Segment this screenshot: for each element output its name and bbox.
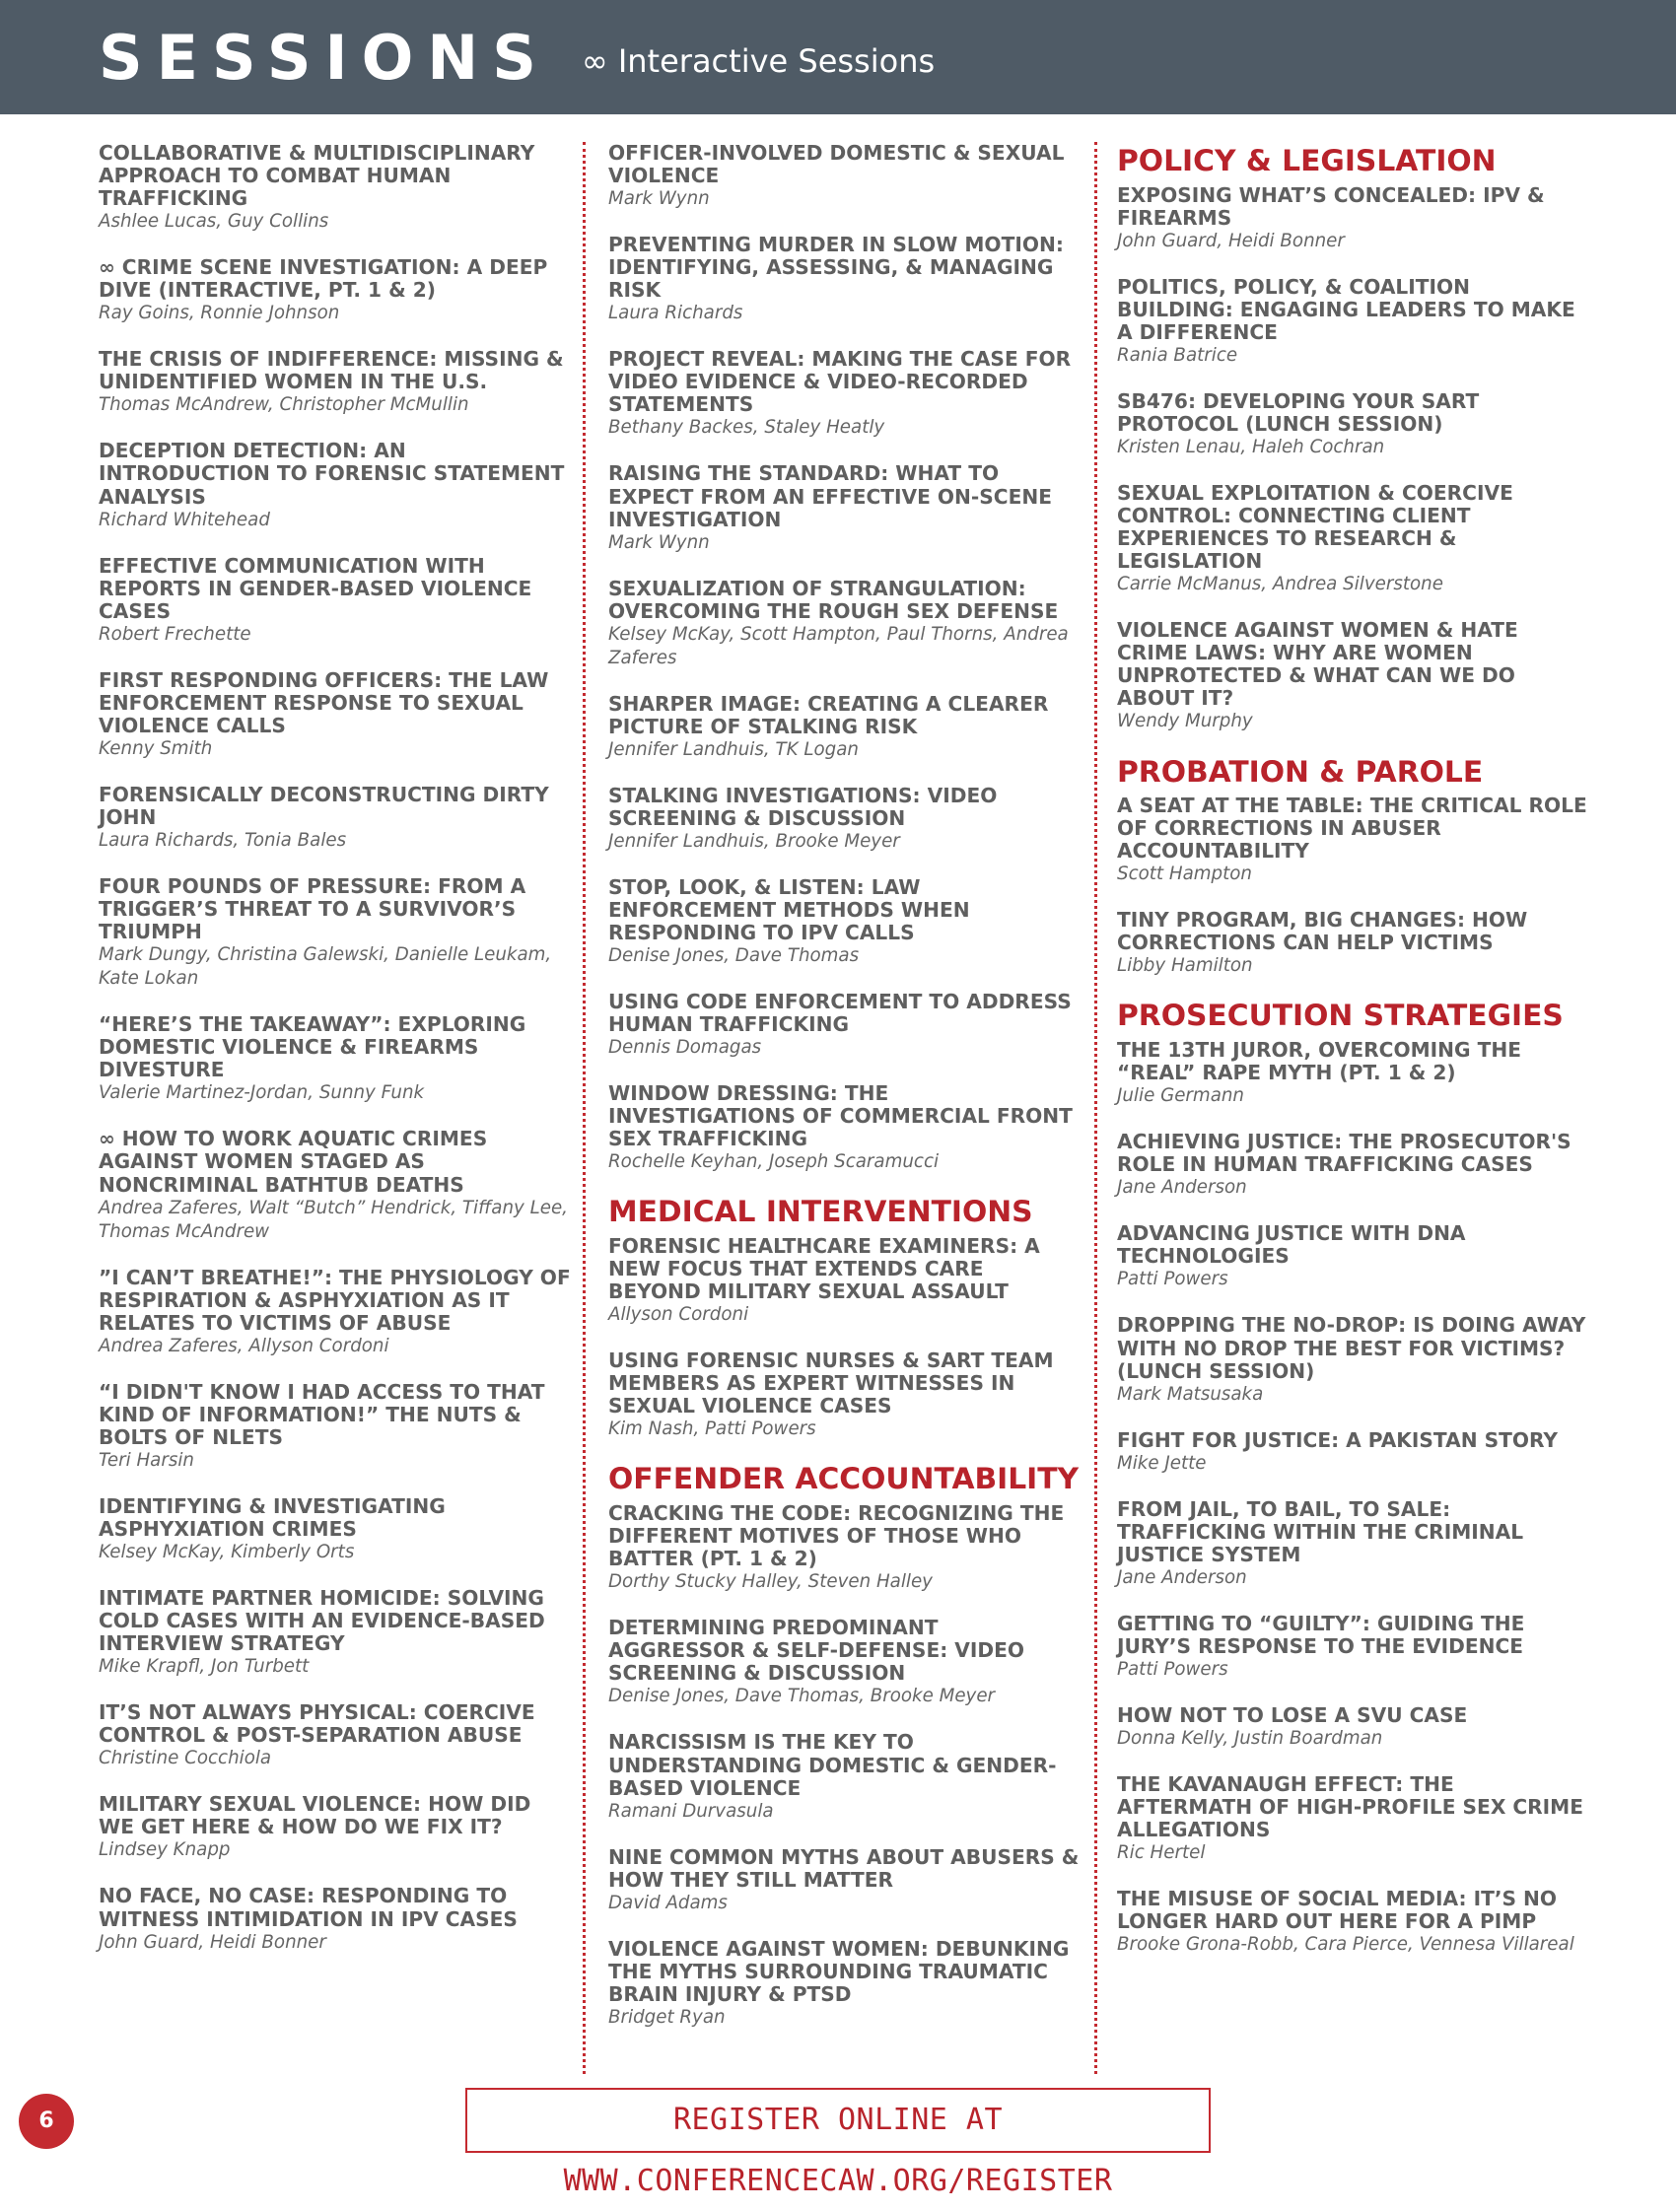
session-speakers: Jane Anderson [1117,1566,1247,1588]
session-speakers: Kenny Smith [99,737,213,759]
session-speakers: John Guard, Heidi Bonner [99,1931,326,1953]
session-speakers: Andrea Zaferes, Walt “Butch” Hendrick, Tiffany Lee, Thomas McAndrew [99,1197,568,1242]
session-title: ”I CAN’T BREATHE!”: THE PHYSIOLOGY OF RESPIRATION & ASPHYXIATION AS IT RELATES TO VICTIMS OF ABUSE [99,1265,571,1335]
session-item [1117,276,1590,368]
session-title: TINY PROGRAM, BIG CHANGES: HOW CORRECTIONS CAN HELP VICTIMS [1117,908,1528,955]
session-title: FIRST RESPONDING OFFICERS: THE LAW ENFORCEMENT RESPONSE TO SEXUAL VIOLENCE CALLS [99,667,549,737]
session-title: A SEAT AT THE TABLE: THE CRITICAL ROLE OF CORRECTIONS IN ABUSER ACCOUNTABILITY [1117,794,1587,864]
session-speakers: Dennis Domagas [608,1037,762,1059]
session-item [99,1701,572,1770]
session-item [99,1381,572,1473]
session-title: PROJECT REVEAL: MAKING THE CASE FOR VIDEO EVIDENCE & VIDEO-RECORDED STATEMENTS [608,347,1072,417]
session-title: PREVENTING MURDER IN SLOW MOTION: IDENTIFYING, ASSESSING, & MANAGING RISK [608,233,1064,303]
session-speakers: Scott Hampton [1117,864,1252,885]
session-title: GETTING TO “GUILTY”: GUIDING THE JURY’S RESPONSE TO THE EVIDENCE [1117,1611,1525,1658]
session-title: ADVANCING JUSTICE WITH DNA TECHNOLOGIES [1117,1221,1466,1269]
session-speakers: Patti Powers [1117,1658,1228,1680]
session-item [99,784,572,853]
session-title: NINE COMMON MYTHS ABOUT ABUSERS & HOW THEY STILL MATTER [608,1844,1080,1892]
session-item [1117,1429,1590,1476]
session-speakers: Ric Hertel [1117,1842,1206,1864]
session-item [608,693,1082,762]
session-speakers: Ramani Durvasula [608,1800,774,1822]
session-title: SEXUAL EXPLOITATION & COERCIVE CONTROL: CONNECTING CLIENT EXPERIENCES TO RESEARCH & LEGISLATION [1117,481,1513,574]
page-header [0,0,1676,114]
session-title: COLLABORATIVE & MULTIDISCIPLINARY APPROACH TO COMBAT HUMAN TRAFFICKING [99,141,535,211]
session-speakers: Carrie McManus, Andrea Silverstone [1117,574,1443,595]
session-speakers: Donna Kelly, Justin Boardman [1117,1728,1383,1750]
session-item [1117,482,1590,596]
session-item [99,1495,572,1564]
session-speakers: Jennifer Landhuis, TK Logan [608,738,859,760]
session-speakers: Kim Nash, Patti Powers [608,1418,816,1440]
section-heading: POLICY & LEGISLATION [1117,144,1497,178]
session-speakers: Libby Hamilton [1117,955,1253,977]
session-title: STALKING INVESTIGATIONS: VIDEO SCREENING & DISCUSSION [608,783,998,830]
session-title: INTIMATE PARTNER HOMICIDE: SOLVING COLD CASES WITH AN EVIDENCE-BASED INTERVIEW STRATEGY [99,1586,545,1656]
session-title: ∞ CRIME SCENE INVESTIGATION: A DEEP DIVE (INTERACTIVE, PT. 1 & 2) [99,255,548,303]
session-speakers: Kelsey McKay, Kimberly Orts [99,1542,355,1563]
session-title: ACHIEVING JUSTICE: THE PROSECUTOR'S ROLE IN HUMAN TRAFFICKING CASES [1117,1130,1571,1177]
session-speakers: Laura Richards [608,303,743,324]
session-title: DECEPTION DETECTION: AN INTRODUCTION TO FORENSIC STATEMENT ANALYSIS [99,439,565,509]
session-item [608,1349,1082,1441]
session-speakers: Rochelle Keyhan, Joseph Scaramucci [608,1151,940,1173]
sessions-column-1 [99,142,572,1977]
session-title: SHARPER IMAGE: CREATING A CLEARER PICTURE OF STALKING RISK [608,691,1049,738]
session-item [608,785,1082,854]
session-title: EFFECTIVE COMMUNICATION WITH REPORTS IN GENDER-BASED VIOLENCE CASES [99,553,532,623]
session-speakers: Ashlee Lucas, Guy Collins [99,211,329,233]
session-item [608,462,1082,554]
session-title: IT’S NOT ALWAYS PHYSICAL: COERCIVE CONTROL & POST-SEPARATION ABUSE [99,1700,535,1748]
session-title: RAISING THE STANDARD: WHAT TO EXPECT FROM AN EFFECTIVE ON-SCENE INVESTIGATION [608,461,1052,531]
session-speakers: Robert Frechette [99,623,251,645]
session-item [99,1267,572,1358]
session-speakers: Andrea Zaferes, Allyson Cordoni [99,1335,389,1356]
section-heading: PROBATION & PAROLE [1117,754,1484,790]
session-title: STOP, LOOK, & LISTEN: LAW ENFORCEMENT METHODS WHEN RESPONDING TO IPV CALLS [608,875,970,945]
session-speakers: Kelsey McKay, Scott Hampton, Paul Thorns, Andrea Zaferes [608,623,1069,668]
session-title: SB476: DEVELOPING YOUR SART PROTOCOL (LUNCH SESSION) [1117,388,1480,436]
section-heading: MEDICAL INTERVENTIONS [608,1195,1033,1230]
section-heading: OFFENDER ACCOUNTABILITY [608,1462,1080,1497]
session-speakers: Wendy Murphy [1117,711,1253,732]
session-item [1117,909,1590,978]
session-item [1117,184,1590,253]
session-item [99,440,572,531]
session-speakers: Richard Whitehead [99,509,270,530]
session-speakers: Valerie Martinez-Jordan, Sunny Funk [99,1082,425,1104]
session-title: FIGHT FOR JUSTICE: A PAKISTAN STORY [1117,1427,1559,1452]
session-speakers: Dorthy Stucky Halley, Steven Halley [608,1571,933,1593]
session-speakers: Patti Powers [1117,1269,1228,1290]
session-item [99,1885,572,1954]
session-speakers: Mark Wynn [608,531,710,553]
session-item [1117,390,1590,459]
session-item [99,256,572,325]
session-speakers: Rania Batrice [1117,344,1238,366]
session-item [1117,1039,1590,1108]
session-title: ∞ HOW TO WORK AQUATIC CRIMES AGAINST WOMEN STAGED AS NONCRIMINAL BATHTUB DEATHS [99,1127,488,1197]
session-speakers: David Adams [608,1892,728,1913]
session-title: HOW NOT TO LOSE A SVU CASE [1117,1703,1468,1727]
session-item [1117,1498,1590,1590]
page-title: SESSIONS [99,22,550,94]
session-item [608,1846,1082,1915]
session-item [608,1235,1082,1327]
session-speakers: John Guard, Heidi Bonner [1117,230,1345,251]
session-item [1117,1773,1590,1865]
session-title: WINDOW DRESSING: THE INVESTIGATIONS OF COMMERCIAL FRONT SEX TRAFFICKING [608,1081,1073,1151]
session-item [1117,619,1590,733]
session-title: VIOLENCE AGAINST WOMEN & HATE CRIME LAWS: WHY ARE WOMEN UNPROTECTED & WHAT CAN WE DO ABOUT IT? [1117,618,1518,711]
session-speakers: Julie Germann [1117,1085,1244,1107]
session-title: USING FORENSIC NURSES & SART TEAM MEMBERS AS EXPERT WITNESSES IN SEXUAL VIOLENCE CASES [608,1348,1054,1418]
session-title: FROM JAIL, TO BAIL, TO SALE: TRAFFICKING WITHIN THE CRIMINAL JUSTICE SYSTEM [1117,1496,1524,1566]
session-title: THE KAVANAUGH EFFECT: THE AFTERMATH OF HIGH-PROFILE SEX CRIME ALLEGATIONS [1117,1772,1584,1842]
session-speakers: Mike Jette [1117,1452,1207,1474]
session-item [99,1013,572,1105]
session-speakers: Laura Richards, Tonia Bales [99,830,347,852]
session-item [1117,795,1590,886]
session-item [99,555,572,647]
session-speakers: Teri Harsin [99,1449,194,1471]
session-title: SEXUALIZATION OF STRANGULATION: OVERCOMING THE ROUGH SEX DEFENSE [608,576,1059,623]
session-item [608,1082,1082,1174]
session-speakers: Mike Krapfl, Jon Turbett [99,1656,310,1678]
session-speakers: Allyson Cordoni [608,1304,749,1326]
sessions-column-2 [608,142,1082,2052]
sessions-column-3 [1117,142,1590,1979]
session-item [99,1793,572,1862]
session-title: DETERMINING PREDOMINANT AGGRESSOR & SELF-DEFENSE: VIDEO SCREENING & DISCUSSION [608,1616,1025,1686]
session-item [1117,1613,1590,1682]
session-item [608,234,1082,325]
session-title: “I DIDN'T KNOW I HAD ACCESS TO THAT KIND OF INFORMATION!” THE NUTS & BOLTS OF NLETS [99,1379,545,1449]
session-item [1117,1888,1590,1957]
session-title: FOUR POUNDS OF PRESSURE: FROM A TRIGGER’S THREAT TO A SURVIVOR’S TRIUMPH [99,874,526,944]
session-item [1117,1222,1590,1291]
session-item [99,1128,572,1243]
session-title: THE CRISIS OF INDIFFERENCE: MISSING & UNIDENTIFIED WOMEN IN THE U.S. [99,347,564,394]
session-speakers: Mark Wynn [608,188,710,210]
session-item [1117,1704,1590,1751]
session-speakers: Denise Jones, Dave Thomas [608,945,860,967]
session-item [608,1731,1082,1823]
session-item [608,142,1082,211]
session-item [608,1502,1082,1594]
session-speakers: Mark Matsusaka [1117,1383,1264,1405]
session-title: NARCISSISM IS THE KEY TO UNDERSTANDING DOMESTIC & GENDER-BASED VIOLENCE [608,1730,1057,1800]
session-title: MILITARY SEXUAL VIOLENCE: HOW DID WE GET HERE & HOW DO WE FIX IT? [99,1792,531,1839]
session-title: CRACKING THE CODE: RECOGNIZING THE DIFFERENT MOTIVES OF THOSE WHO BATTER (PT. 1 & 2) [608,1501,1065,1571]
session-item [99,669,572,761]
session-item [1117,1131,1590,1200]
session-item [99,1587,572,1679]
session-title: IDENTIFYING & INVESTIGATING ASPHYXIATION CRIMES [99,1493,446,1541]
session-item [608,1617,1082,1708]
session-item [608,578,1082,670]
column-divider-1 [583,142,586,2074]
session-speakers: Jane Anderson [1117,1177,1247,1199]
session-item [99,348,572,417]
session-item [99,875,572,991]
session-title: FORENSICALLY DECONSTRUCTING DIRTY JOHN [99,782,549,829]
session-item [608,991,1082,1060]
session-title: USING CODE ENFORCEMENT TO ADDRESS HUMAN TRAFFICKING [608,990,1072,1037]
session-speakers: Bridget Ryan [608,2006,726,2028]
session-speakers: Denise Jones, Dave Thomas, Brooke Meyer [608,1686,996,1707]
session-speakers: Kristen Lenau, Haleh Cochran [1117,437,1385,458]
session-item [608,1938,1082,2030]
session-title: “HERE’S THE TAKEAWAY”: EXPLORING DOMESTIC VIOLENCE & FIREARMS DIVESTURE [99,1012,526,1082]
session-speakers: Christine Cocchiola [99,1748,272,1769]
session-speakers: Bethany Backes, Staley Heatly [608,417,885,439]
session-speakers: Lindsey Knapp [99,1839,231,1861]
session-title: THE MISUSE OF SOCIAL MEDIA: IT’S NO LONGER HARD OUT HERE FOR A PIMP [1117,1887,1558,1934]
session-speakers: Brooke Grona-Robb, Cara Pierce, Vennesa Villareal [1117,1934,1574,1956]
section-heading: PROSECUTION STRATEGIES [1117,999,1564,1034]
session-title: NO FACE, NO CASE: RESPONDING TO WITNESS INTIMIDATION IN IPV CASES [99,1884,518,1931]
page-number-badge: 6 [19,2094,74,2149]
register-online-banner[interactable]: REGISTER ONLINE AT WWW.CONFERENCECAW.ORG/REGISTER [465,2088,1211,2153]
session-item [99,142,572,234]
session-title: FORENSIC HEALTHCARE EXAMINERS: A NEW FOCUS THAT EXTENDS CARE BEYOND MILITARY SEXUAL ASSAULT [608,1234,1040,1304]
interactive-sessions-legend: ∞ Interactive Sessions [582,42,936,80]
session-title: POLITICS, POLICY, & COALITION BUILDING: ENGAGING LEADERS TO MAKE A DIFFERENCE [1117,274,1575,344]
session-title: DROPPING THE NO-DROP: IS DOING AWAY WITH NO DROP THE BEST FOR VICTIMS? (LUNCH SESSION) [1117,1313,1586,1383]
session-title: EXPOSING WHAT’S CONCEALED: IPV & FIREARMS [1117,182,1545,230]
session-item [608,876,1082,968]
session-speakers: Thomas McAndrew, Christopher McMullin [99,394,469,416]
session-item [608,348,1082,440]
session-title: THE 13TH JUROR, OVERCOMING THE “REAL” RAPE MYTH (PT. 1 & 2) [1117,1038,1521,1085]
session-title: VIOLENCE AGAINST WOMEN: DEBUNKING THE MYTHS SURROUNDING TRAUMATIC BRAIN INJURY & PTSD [608,1936,1070,2006]
session-item [1117,1314,1590,1406]
session-speakers: Ray Goins, Ronnie Johnson [99,303,340,324]
session-title: OFFICER-INVOLVED DOMESTIC & SEXUAL VIOLENCE [608,141,1065,188]
column-divider-2 [1094,142,1097,2074]
session-speakers: Mark Dungy, Christina Galewski, Danielle Leukam, Kate Lokan [99,944,552,990]
session-speakers: Jennifer Landhuis, Brooke Meyer [608,830,900,852]
